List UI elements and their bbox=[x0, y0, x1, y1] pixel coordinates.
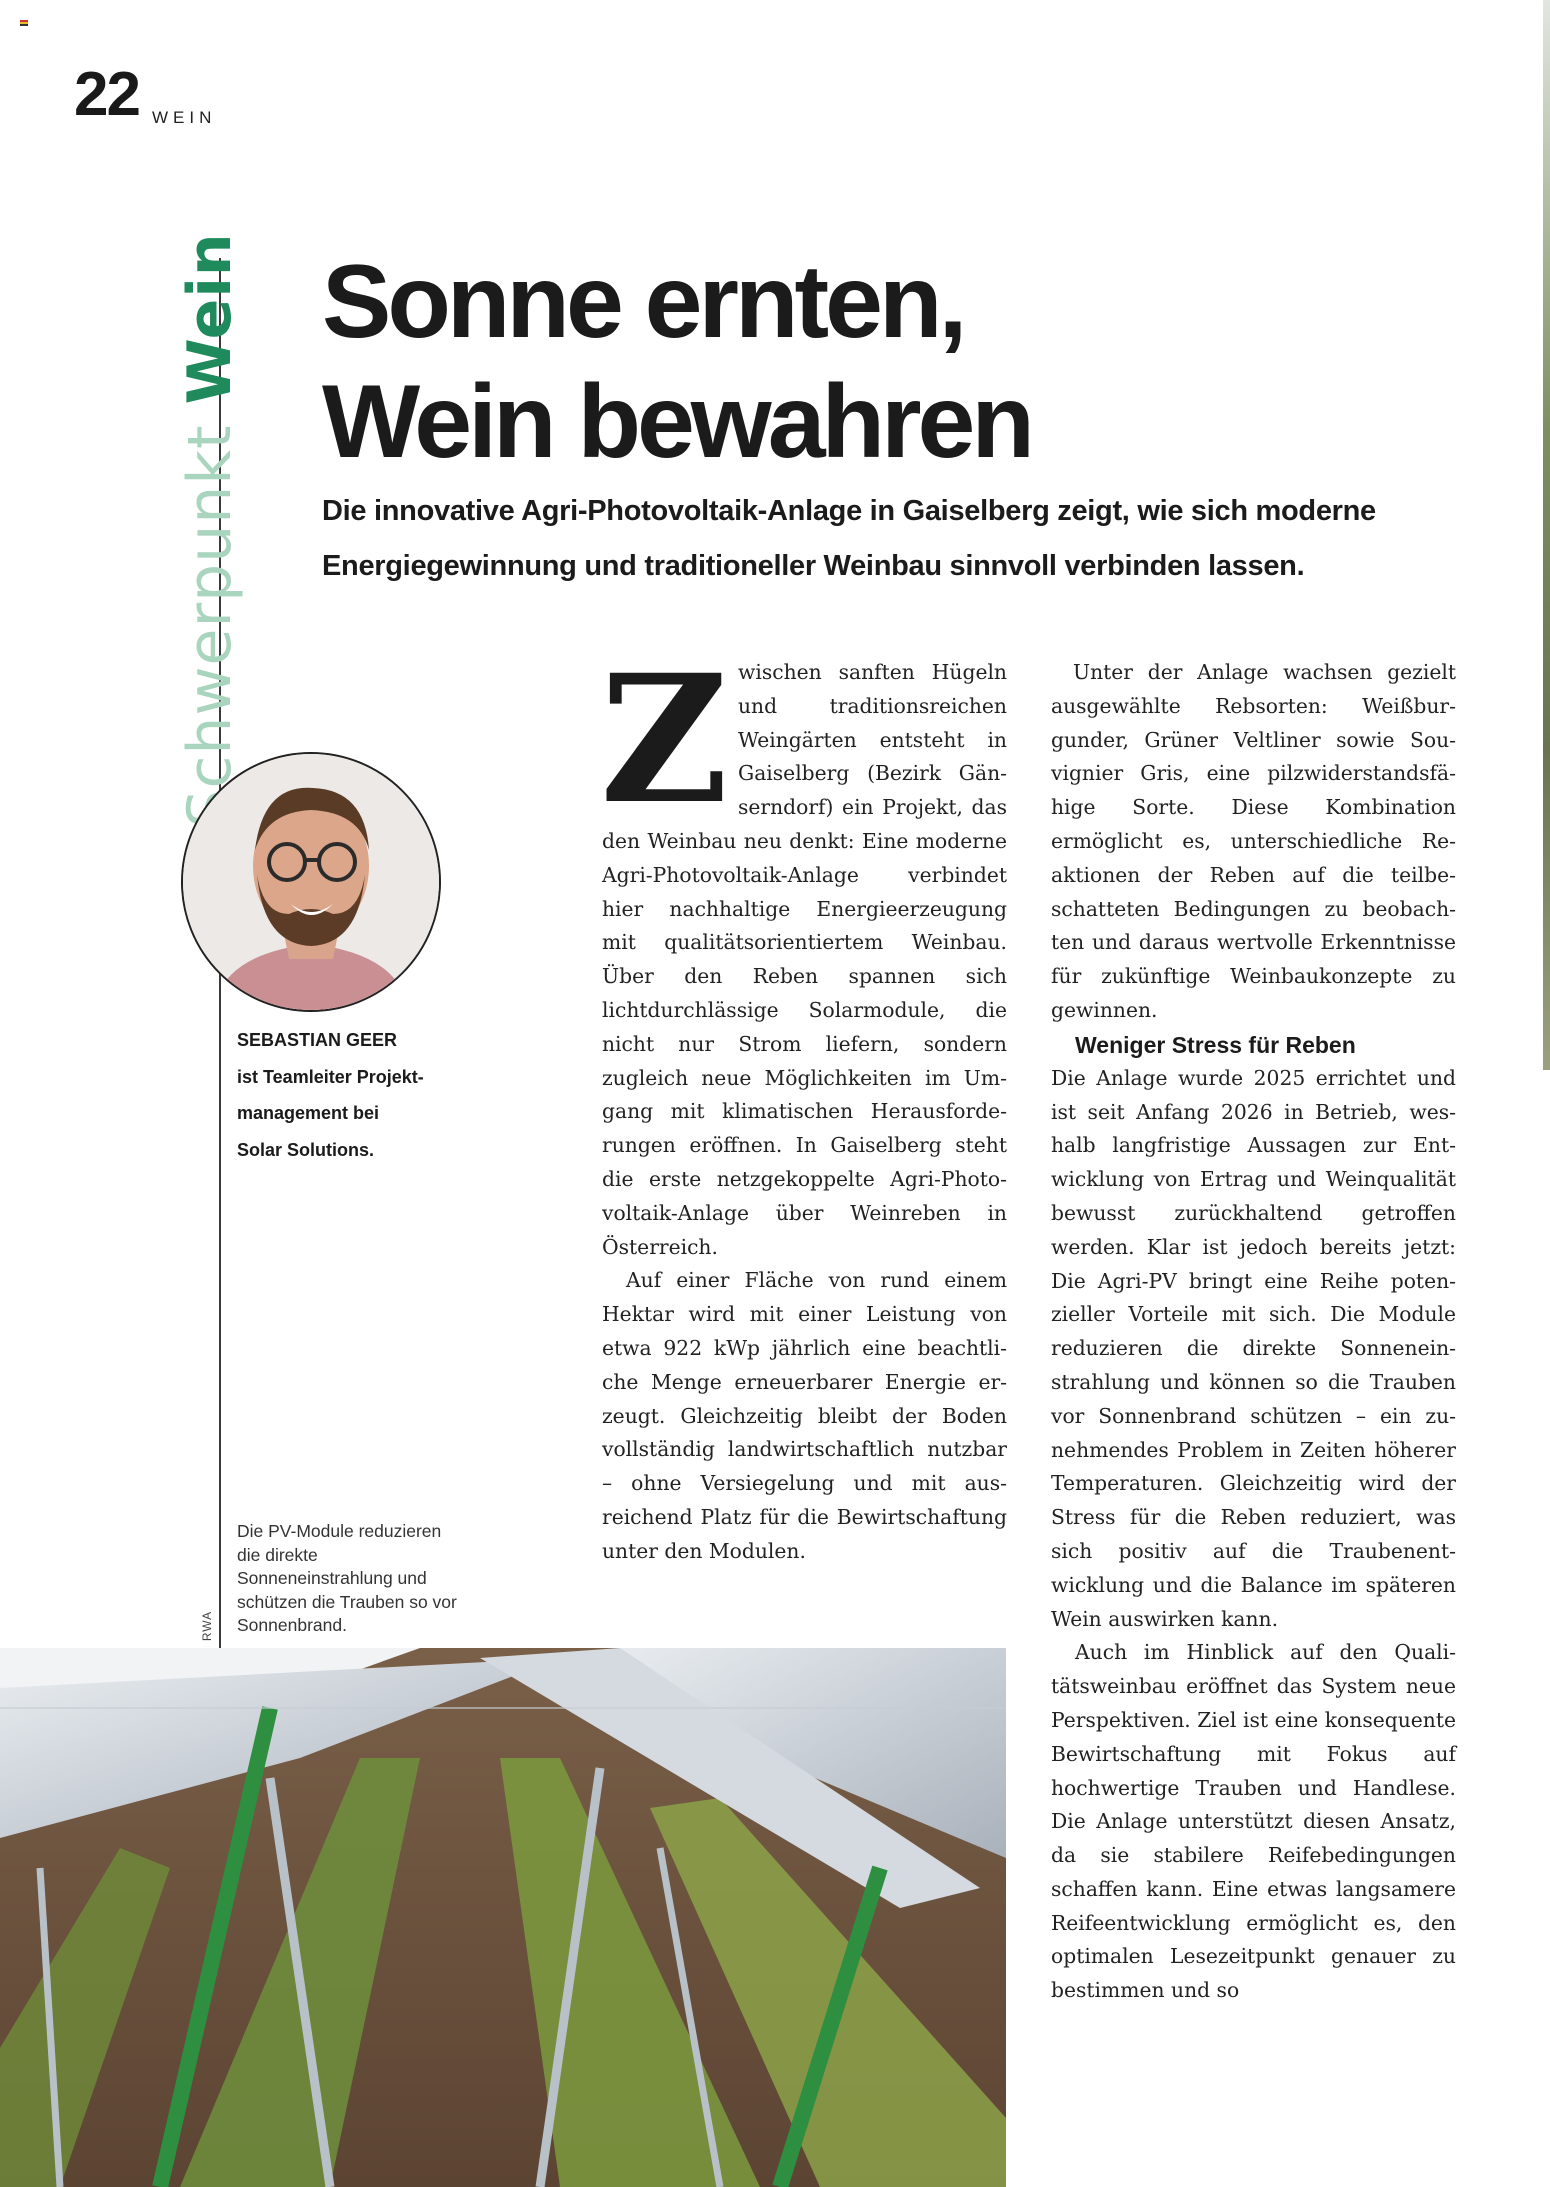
author-role-line-3: Solar Solutions. bbox=[237, 1139, 375, 1160]
body-paragraph-2: Auf einer Fläche von rund einem Hektar wird mit einer Leistung von etwa 922 kWp jährlich eine beachtliche Menge erneuerbarer Energie erzeugt. Gleichzeitig bleibt der Boden vollständig landwirtschaftlich nutzbar – ohne Versiegelung und mit ausreichend Platz für die Bewirtschaftung unter den Modulen. bbox=[602, 1268, 1007, 1563]
headline bbox=[322, 242, 1031, 482]
deck-intro: Die innovative Agri-Photovoltaik-Anlage in Gaiselberg zeigt, wie sich moderne Energiegewinnung und traditioneller Weinbau sinnvoll verbinden lassen. bbox=[322, 495, 1376, 582]
body-paragraph-4: Die Anlage wurde 2025 errichtet und ist seit Anfang 2026 in Betrieb, weshalb langfristige Aussagen zur Entwicklung von Ertrag und Weinqualität bewusst zurückhaltend getroffen werden. Klar ist jedoch bereits jetzt: Die Agri-PV bringt eine Reihe potenzieller Vorteile mit sich. Die Module reduzieren die direkte Sonneneinstrahlung und können so die Trauben vor Sonnenbrand schützen – ein zunehmendes Problem in Zeiten höherer Temperaturen. Gleichzeitig wird der Stress für die Reben reduziert, was sich positiv auf die Traubenentwicklung und die Balance im späteren Wein auswirken kann. bbox=[1051, 1065, 1456, 1631]
kicker-dark-text: Wein bbox=[175, 232, 245, 405]
section-kicker bbox=[175, 232, 245, 828]
color-marker bbox=[20, 20, 28, 26]
page-edge-image-strip bbox=[1543, 0, 1550, 1070]
author-role-line-2: management bei bbox=[237, 1103, 380, 1123]
author-role-line-1: ist Teamleiter Projekt- bbox=[237, 1066, 424, 1087]
subheading: Weniger Stress für Reben bbox=[1075, 1031, 1356, 1058]
drop-cap: Z bbox=[600, 636, 729, 843]
headline-line-2: Wein bewahren bbox=[322, 364, 1031, 480]
body-paragraph-5: Auch im Hinblick auf den Qualitätsweinbau eröffnet das System neue Perspektiven. Ziel ist eine konsequente Bewirtschaftung mit Fokus auf hochwertige Trauben und Handlese. Die Anlage unterstützt diesen Ansatz, da sie stabilere Reifebedingungen schaffen kann. Eine etwas langsamere Reifeentwicklung ermöglicht es, den optimalen Lesezeitpunkt genauer zu bestimmen und so bbox=[1051, 1640, 1456, 2003]
photo-credit: RWA bbox=[200, 1610, 214, 1642]
body-paragraph-3: Unter der Anlage wachsen gezielt ausgewählte Rebsorten: Weißburgunder, Grüner Veltliner sowie Souvignier Gris, eine pilzwiderstandsfähige Sorte. Diese Kombination ermöglicht es, unterschiedliche Reaktionen der Reben auf die teilbeschatteten Bedingungen zu beobachten und daraus wertvolle Erkenntnisse für zukünftige Weinbaukonzepte zu gewinnen. bbox=[1051, 660, 1456, 1022]
article-column-1 bbox=[600, 636, 1007, 1569]
headline-line-1: Sonne ernten, bbox=[322, 244, 964, 360]
body-paragraph-1: wischen sanften Hügeln und traditionsreichen Weingärten entsteht in Gaiselberg (Bezirk Gänserndorf) ein Projekt, das den Weinbau neu denkt: Eine moderne Agri-Photovoltaik-Anlage verbindet hier nachhaltige Energieerzeugung mit qualitätsorientiertem Weinbau. Über den Reben spannen sich lichtdurchlässige Solarmodule, die nicht nur Strom liefern, sondern zugleich neue Möglichkeiten im Umgang mit klimatischen Herausforderungen eröffnen. In Gaiselberg steht die erste netzgekoppelte Agri-Photovoltaik-Anlage über Weinreben in Österreich. bbox=[602, 660, 1007, 1259]
author-portrait bbox=[181, 752, 441, 1012]
vineyard-solar-photo bbox=[0, 1648, 1006, 2187]
photo-caption: Die PV-Module reduzieren die direkte Sonneneinstrahlung und schützen die Trauben so vor Sonnenbrand. bbox=[237, 1521, 457, 1635]
kicker-light-text: Schwerpunkt bbox=[175, 424, 245, 828]
author-bio bbox=[237, 1022, 477, 1168]
article-column-2 bbox=[1051, 656, 1456, 2008]
section-label: WEIN bbox=[152, 108, 217, 127]
page-number: 22 bbox=[74, 60, 139, 129]
author-name: SEBASTIAN GEER bbox=[237, 1030, 398, 1050]
